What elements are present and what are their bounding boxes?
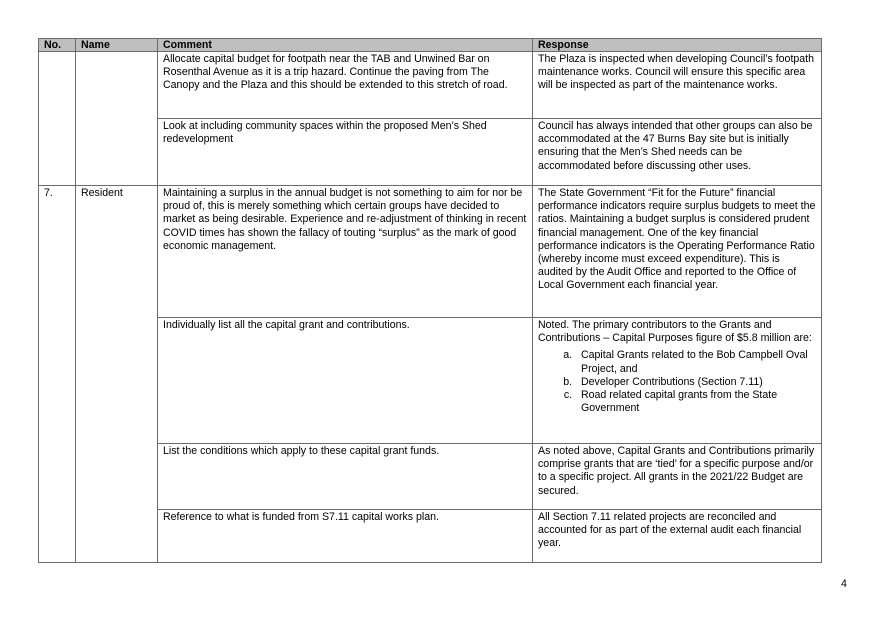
response-cell: As noted above, Capital Grants and Contributions primarily comprise grants that are ‘tied’ for a specific purpose and/or to a specific project. All grants in the 2021/22 Budget are secured.: [533, 444, 822, 510]
comment-cell: Maintaining a surplus in the annual budget is not something to aim for nor be proud of, this is merely something which certain groups have decided to market as being desirable. Experience and re-adjustment of thinking in recent COVID times has shown the fallacy of touting “surplus” as the mark of good economic management.: [158, 186, 533, 318]
list-item: a. Capital Grants related to the Bob Campbell Oval Project, and: [575, 349, 816, 375]
list-item: c. Road related capital grants from the State Government: [575, 389, 816, 415]
header-no: No.: [39, 39, 76, 52]
header-comment: Comment: [158, 39, 533, 52]
list-item: b. Developer Contributions (Section 7.11): [575, 376, 816, 389]
no-cell: [39, 52, 76, 186]
table-row: [39, 52, 822, 119]
response-cell: All Section 7.11 related projects are reconciled and accounted for as part of the external audit each financial year.: [533, 510, 822, 563]
contributors-list: [538, 349, 816, 415]
header-response: Response: [533, 39, 822, 52]
response-intro: Noted. The primary contributors to the Grants and Contributions – Capital Purposes figure of $5.8 million are:: [538, 319, 812, 345]
table-header-row: [39, 39, 822, 52]
response-cell: Council has always intended that other groups can also be accommodated at the 47 Burns Bay site but is initially ensuring that the Men’s Shed needs can be accommodated before discussing other uses.: [533, 119, 822, 186]
header-name: Name: [76, 39, 158, 52]
consultation-table: [38, 38, 822, 563]
comment-cell: Look at including community spaces within the proposed Men’s Shed redevelopment: [158, 119, 533, 186]
comment-cell: Individually list all the capital grant and contributions.: [158, 318, 533, 444]
response-cell: The State Government “Fit for the Future” financial performance indicators require surplus budgets to meet the ratios. Maintaining a budget surplus is considered prudent financial management. One of the key financial performance indicators is the Operating Performance Ratio (whereby income must exceed expenditure). This is audited by the Audit Office and reported to the Office of Local Government each financial year.: [533, 186, 822, 318]
comment-cell: List the conditions which apply to these capital grant funds.: [158, 444, 533, 510]
response-cell: The Plaza is inspected when developing Council’s footpath maintenance works. Council will ensure this specific area will be inspected as part of the maintenance works.: [533, 52, 822, 119]
comment-cell: Reference to what is funded from S7.11 capital works plan.: [158, 510, 533, 563]
no-cell: 7.: [39, 186, 76, 563]
comment-cell: Allocate capital budget for footpath near the TAB and Unwined Bar on Rosenthal Avenue as it is a trip hazard. Continue the paving from The Canopy and the Plaza and this should be extended to this stretch of road.: [158, 52, 533, 119]
name-cell: [76, 52, 158, 186]
page-number: 4: [841, 578, 847, 590]
table-row: [39, 186, 822, 318]
name-cell: Resident: [76, 186, 158, 563]
response-cell: [533, 318, 822, 444]
